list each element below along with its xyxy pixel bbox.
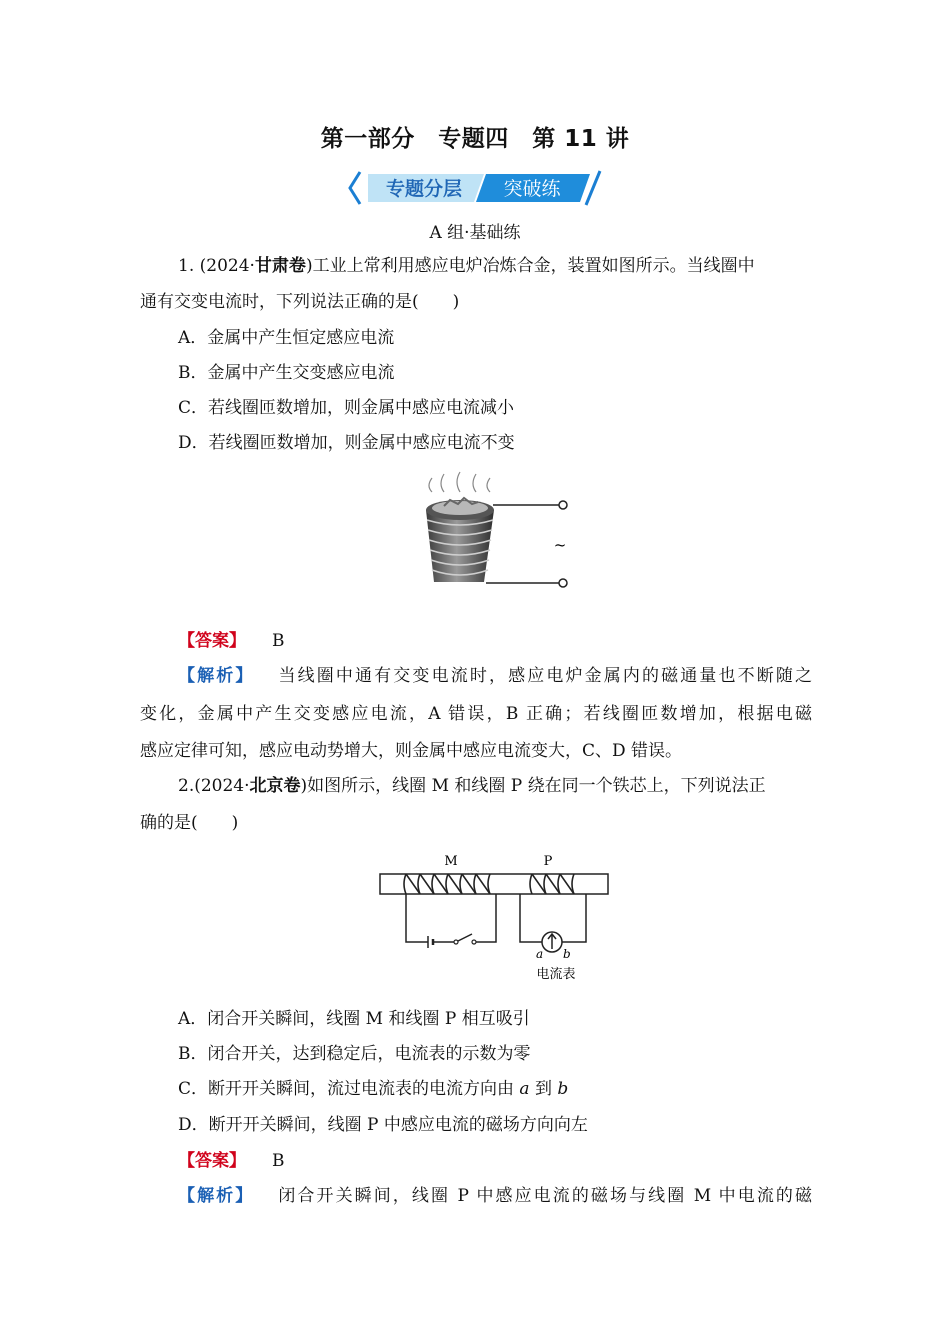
ac-symbol: ~ [553, 536, 567, 554]
answer-value: B [272, 1151, 285, 1171]
analysis-label: 【解析】 [178, 1186, 255, 1206]
answer-value: B [272, 631, 285, 651]
analysis-text: 当线圈中通有交变电流时，感应电炉金属内的磁通量也不断随之 [278, 666, 813, 686]
analysis-label: 【解析】 [178, 666, 255, 686]
q1-option-a: A．金属中产生恒定感应电流 [178, 328, 395, 348]
group-heading: A 组·基础练 [429, 223, 521, 243]
q1-analysis-line3: 感应定律可知，感应电动势增大，则金属中感应电流变大，C、D 错误。 [140, 741, 683, 761]
label-b: b [563, 947, 571, 961]
ammeter-label: 电流表 [536, 967, 576, 982]
q1-option-b: B．金属中产生交变感应电流 [178, 363, 395, 383]
q1-number: 1. (2024· [178, 256, 255, 276]
q2-option-c-b: b [557, 1079, 569, 1099]
q1-option-c: C．若线圈匝数增加，则金属中感应电流减小 [178, 398, 515, 418]
q2-answer [178, 1150, 812, 1172]
q2-stem-text: )如图所示，线圈 M 和线圈 P 绕在同一个铁芯上，下列说法正 [300, 776, 766, 796]
q1-analysis-line2: 变化，金属中产生交变感应电流，A 错误，B 正确；若线圈匝数增加，根据电磁 [140, 704, 812, 724]
q2-source: 北京卷 [249, 776, 301, 796]
q2-stem-line1 [178, 775, 812, 797]
coil-circuit-figure [372, 850, 616, 990]
q2-stem-line2: 确的是( ) [140, 813, 239, 833]
analysis-text: 闭合开关瞬间，线圈 P 中感应电流的磁场与线圈 M 中电流的磁 [278, 1186, 813, 1206]
q2-analysis-line1 [178, 1185, 812, 1207]
q2-option-c-a: a [519, 1079, 530, 1099]
answer-label: 【答案】 [178, 1151, 246, 1171]
banner-right-text: 突破练 [503, 178, 561, 200]
q2-option-c-text: C．断开开关瞬间，流过电流表的电流方向由 [178, 1079, 520, 1099]
q1-stem-line1 [178, 255, 812, 277]
q1-analysis-line1 [178, 665, 812, 687]
q2-number: 2.(2024· [178, 776, 250, 796]
q2-option-c [178, 1078, 812, 1100]
banner-left-text: 专题分层 [385, 178, 463, 200]
q1-answer [178, 630, 812, 652]
label-p: P [543, 854, 553, 869]
page-title: 第一部分 专题四 第 11 讲 [320, 126, 630, 152]
answer-label: 【答案】 [178, 631, 246, 651]
label-m: M [444, 854, 458, 869]
q1-source: 甘肃卷 [254, 256, 306, 276]
section-banner [346, 168, 606, 208]
q2-option-a: A．闭合开关瞬间，线圈 M 和线圈 P 相互吸引 [178, 1009, 530, 1029]
q1-stem-text: )工业上常利用感应电炉冶炼合金，装置如图所示。当线圈中 [305, 256, 755, 276]
q1-option-d: D．若线圈匝数增加，则金属中感应电流不变 [178, 433, 515, 453]
induction-furnace-figure [410, 470, 580, 600]
label-a: a [536, 947, 544, 961]
q1-stem-line2: 通有交变电流时，下列说法正确的是( ) [140, 292, 460, 312]
chevron-left-icon [350, 172, 360, 204]
q2-option-d: D．断开开关瞬间，线圈 P 中感应电流的磁场方向向左 [178, 1115, 588, 1135]
q2-option-b: B．闭合开关，达到稳定后，电流表的示数为零 [178, 1044, 531, 1064]
q2-option-c-mid: 到 [529, 1079, 558, 1099]
